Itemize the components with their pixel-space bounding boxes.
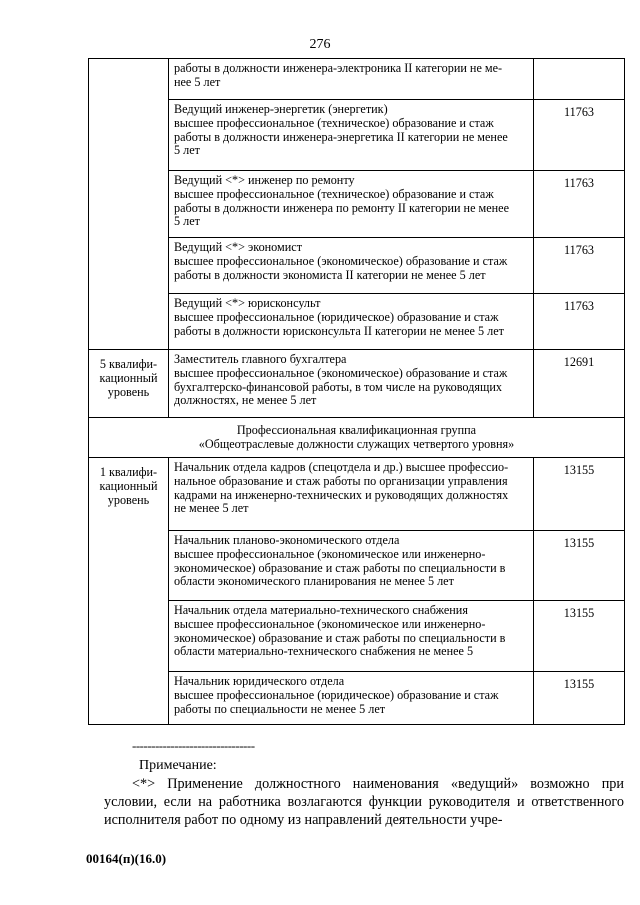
note-title: Примечание: bbox=[139, 758, 217, 773]
page-number: 276 bbox=[309, 37, 331, 52]
table-row bbox=[89, 350, 625, 418]
level-cell-empty bbox=[89, 59, 169, 350]
salary-value: 11763 bbox=[534, 238, 625, 294]
group-header: Профессиональная квалификационная группа «Общеотраслевые должности служащих четвертого уровня» bbox=[89, 418, 625, 458]
position-description: Начальник отдела кадров (спецотдела и др.) высшее профессио- нальное образование и стаж работы по организации управления кадрами на инженерно-технических и руководящих должностях не менее 5 лет bbox=[169, 458, 534, 531]
qualification-table bbox=[88, 58, 625, 725]
table-row bbox=[89, 601, 625, 672]
salary-value: 12691 bbox=[534, 350, 625, 418]
note-text: <*> Применение должностного наименования «ведущий» возможно при условии, если на работника возлагаются функции руководителя и ответственного исполнителя работ по одному из направлений деятельности учре- bbox=[104, 776, 624, 828]
document-code: 00164(п)(16.0) bbox=[86, 851, 167, 866]
qualification-level: 5 квалифи- кационный уровень bbox=[89, 350, 169, 418]
salary-value: 11763 bbox=[534, 294, 625, 350]
position-description: Ведущий <*> юрисконсульт высшее профессиональное (юридическое) образование и стаж работы в должности юрисконсульта II категории не менее 5 лет bbox=[169, 294, 534, 350]
table-row bbox=[89, 238, 625, 294]
position-description: Ведущий <*> инженер по ремонту высшее профессиональное (техническое) образование и стаж работы в должности инженера по ремонту II категории не менее 5 лет bbox=[169, 171, 534, 238]
table-row bbox=[89, 458, 625, 531]
salary-value: 11763 bbox=[534, 171, 625, 238]
salary-value: 13155 bbox=[534, 601, 625, 672]
position-description: Заместитель главного бухгалтера высшее профессиональное (экономическое) образование и стаж бухгалтерско-финансовой работы, в том числе на руководящих должностях, не менее 5 лет bbox=[169, 350, 534, 418]
position-description: работы в должности инженера-электроника II категории не ме- нее 5 лет bbox=[169, 59, 534, 100]
qualification-level: 1 квалифи- кационный уровень bbox=[89, 458, 169, 725]
group-header-row bbox=[89, 418, 625, 458]
salary-value: 13155 bbox=[534, 531, 625, 601]
position-description: Начальник юридического отдела высшее профессиональное (юридическое) образование и стаж работы по специальности не менее 5 лет bbox=[169, 672, 534, 725]
table-row bbox=[89, 171, 625, 238]
salary-value bbox=[534, 59, 625, 100]
salary-value: 11763 bbox=[534, 100, 625, 171]
position-description: Ведущий <*> экономист высшее профессиональное (экономическое) образование и стаж работы в должности экономиста II категории не менее 5 лет bbox=[169, 238, 534, 294]
position-description: Начальник отдела материально-технического снабжения высшее профессиональное (экономическое или инженерно- экономическое) образование и стаж работы по специальности в области материально-технического снабжения не менее 5 bbox=[169, 601, 534, 672]
table-row bbox=[89, 531, 625, 601]
salary-value: 13155 bbox=[534, 672, 625, 725]
position-description: Начальник планово-экономического отдела высшее профессиональное (экономическое или инженерно- экономическое) образование и стаж работы по специальности в области экономического планирования не менее 5 лет bbox=[169, 531, 534, 601]
table-row bbox=[89, 100, 625, 171]
salary-value: 13155 bbox=[534, 458, 625, 531]
table-row bbox=[89, 59, 625, 100]
position-description: Ведущий инженер-энергетик (энергетик) высшее профессиональное (техническое) образование и стаж работы в должности инженера-энергетика II категории не менее 5 лет bbox=[169, 100, 534, 171]
table-row bbox=[89, 672, 625, 725]
footnote-separator: -------------------------------- bbox=[132, 738, 255, 753]
table-row bbox=[89, 294, 625, 350]
